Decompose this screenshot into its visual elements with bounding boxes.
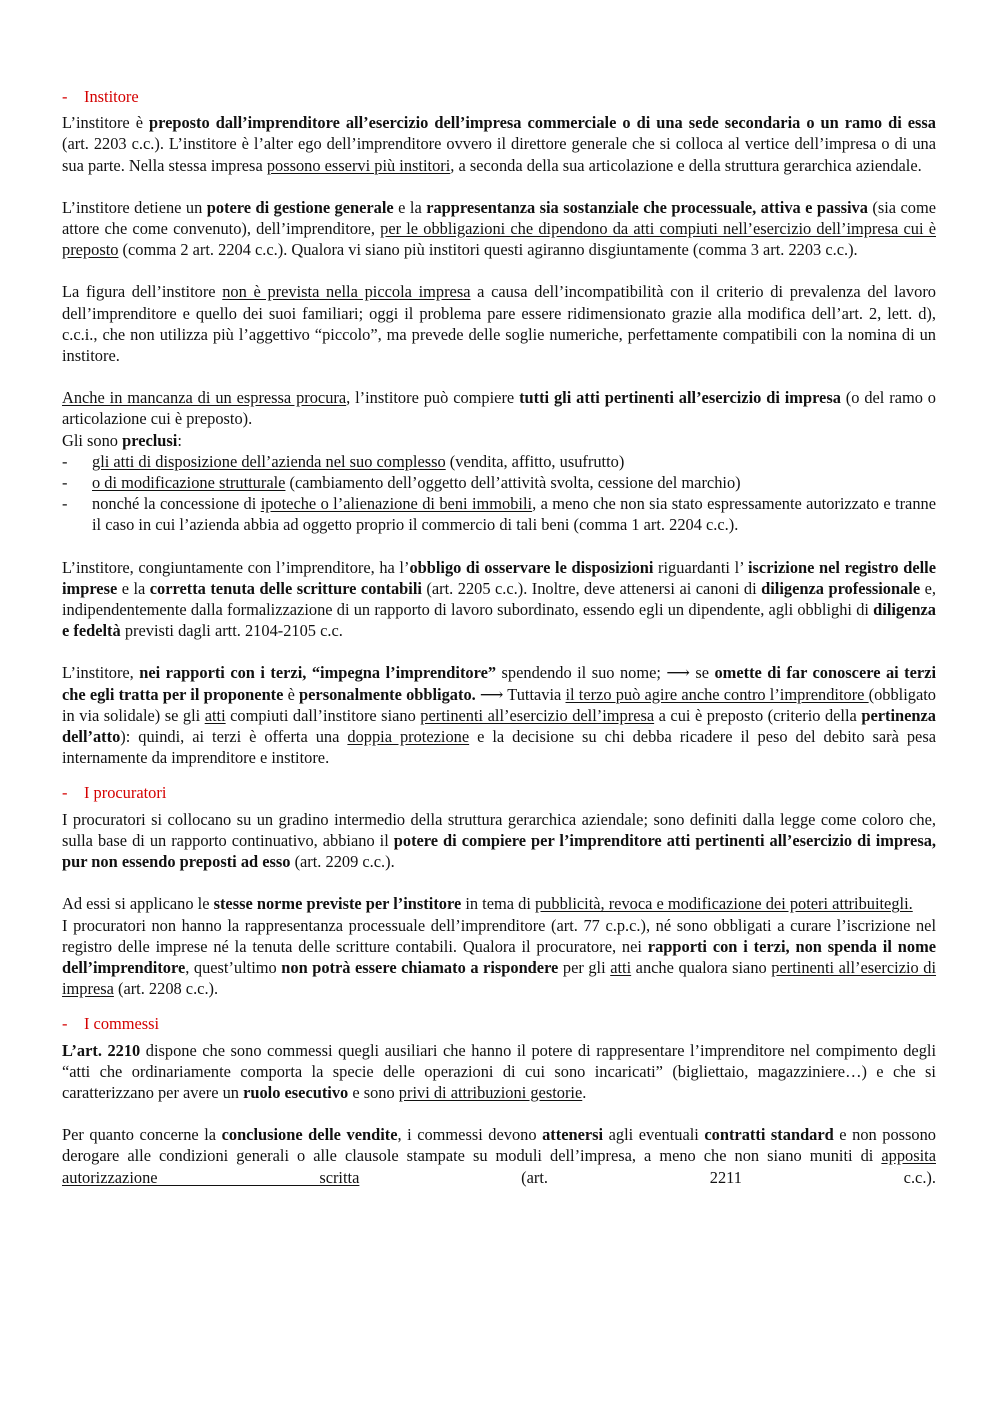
paragraph: L’institore detiene un potere di gestione generale e la rappresentanza sia sostanziale che processuale, attiva e passiva (sia come attore che come convenuto), dell’imprenditore, per le obbligazioni che dipendono da atti compiuti nell’esercizio dell’impresa cui è preposto (comma 2 art. 2204 c.c.). Qualora vi siano più institori questi agiranno disgiuntamente (comma 3 art. 2203 c.c.). (62, 197, 936, 260)
section-heading-commessi: - I commessi (62, 1014, 160, 1034)
paragraph: Gli sono preclusi: (62, 430, 182, 450)
document-page (62, 86, 936, 1188)
paragraph: I procuratori si collocano su un gradino intermedio della struttura gerarchica aziendale; sono definiti dalla legge come coloro che, sulla base di un rapporto continuativo, abbiano il potere di compiere per l’imprenditore atti pertinenti all’esercizio di impresa, pur non essendo preposti ad esso (art. 2209 c.c.). (62, 809, 936, 872)
list-item: - nonché la concessione di ipoteche o l’alienazione di beni immobili, a meno che non sia stato espressamente autorizzato e tranne il caso in cui l’azienda abbia ad oggetto proprio il commercio di tali beni (comma 1 art. 2204 c.c.). (62, 494, 936, 535)
paragraph: Per quanto concerne la conclusione delle vendite, i commessi devono attenersi agli eventuali contratti standard e non possono derogare alle condizioni generali o alle clausole stampate su moduli dell’impresa, a meno che non siano muniti di apposita autorizzazione scritta (art. 2211 c.c.). (62, 1125, 936, 1187)
paragraph: I procuratori non hanno la rappresentanza processuale dell’imprenditore (art. 77 c.p.c.), né sono obbligati a curare l’iscrizione nel registro delle imprese né la tenuta delle scritture contabili. Qualora il procuratore, nei rapporti con i terzi, non spenda il nome dell’imprenditore, quest’ultimo non potrà essere chiamato a rispondere per gli atti anche qualora siano pertinenti all’esercizio di impresa (art. 2208 c.c.). (62, 915, 937, 999)
section-heading-institore: - Institore (62, 87, 139, 106)
list-item: - o di modificazione strutturale (cambiamento dell’oggetto dell’attività svolta, cessione del marchio) (62, 473, 741, 493)
paragraph: Ad essi si applicano le stesse norme previste per l’institore in tema di pubblicità, revoca e modificazione dei poteri attribuitegli. (62, 894, 913, 914)
paragraph: L’institore, nei rapporti con i terzi, “impegna l’imprenditore” spendendo il suo nome; ⟶ se omette di far conoscere ai terzi che egli tratta per il proponente è personalmente obbligato. ⟶ Tuttavia il terzo può agire anche contro l’imprenditore (obbligato in via solidale) se gli atti compiuti dall’institore siano pertinenti all’esercizio dell’impresa a cui è preposto (criterio della pertinenza dell’atto): quindi, ai terzi è offerta una doppia protezione e la decisione su chi debba ricadere il peso del debito sarà pesa internamente da imprenditore e institore. (62, 663, 937, 768)
paragraph: L’institore, congiuntamente con l’imprenditore, ha l’obbligo di osservare le disposizioni riguardanti l’ iscrizione nel registro delle imprese e la corretta tenuta delle scritture contabili (art. 2205 c.c.). Inoltre, deve attenersi ai canoni di diligenza professionale e, indipendentemente dalla formalizzazione di un rapporto di lavoro subordinato, essendo egli un dipendente, agli obblighi di diligenza e fedeltà previsti dagli artt. 2104-2105 c.c. (62, 557, 936, 641)
paragraph: Anche in mancanza di un espressa procura, l’institore può compiere tutti gli atti pertinenti all’esercizio di impresa (o del ramo o articolazione cui è preposto). (62, 388, 936, 429)
preclusi-list (62, 451, 936, 536)
paragraph: L’institore è preposto dall’imprenditore all’esercizio dell’impresa commerciale o di una sede secondaria o un ramo di essa (art. 2203 c.c.). L’institore è l’alter ego dell’imprenditore ovvero il direttore generale che si colloca al vertice dell’impresa o di una sua parte. Nella stessa impresa possono esservi più institori, a seconda della sua articolazione e della struttura gerarchica aziendale. (62, 113, 937, 175)
list-item: - gli atti di disposizione dell’azienda nel suo complesso (vendita, affitto, usufrutto) (62, 451, 625, 471)
paragraph: L’art. 2210 dispone che sono commessi quegli ausiliari che hanno il potere di rappresentare l’imprenditore nel compimento degli “atti che ordinariamente comporta la specie delle operazioni di cui sono incaricati” (bigliettaio, magazziniere…) e che si caratterizzano per avere un ruolo esecutivo e sono privi di attribuzioni gestorie. (62, 1040, 936, 1102)
paragraph: La figura dell’institore non è prevista nella piccola impresa a causa dell’incompatibilità con il criterio di prevalenza del lavoro dell’imprenditore e quello dei suoi familiari; oggi il problema pare essere ridimensionato grazie alla modifica dell’art. 2, lett. d), c.c.i., che non utilizza più l’aggettivo “piccolo”, ma prevede delle soglie numeriche, perfettamente compatibili con la nomina di un institore. (62, 282, 936, 366)
section-heading-procuratori: - I procuratori (62, 783, 167, 803)
